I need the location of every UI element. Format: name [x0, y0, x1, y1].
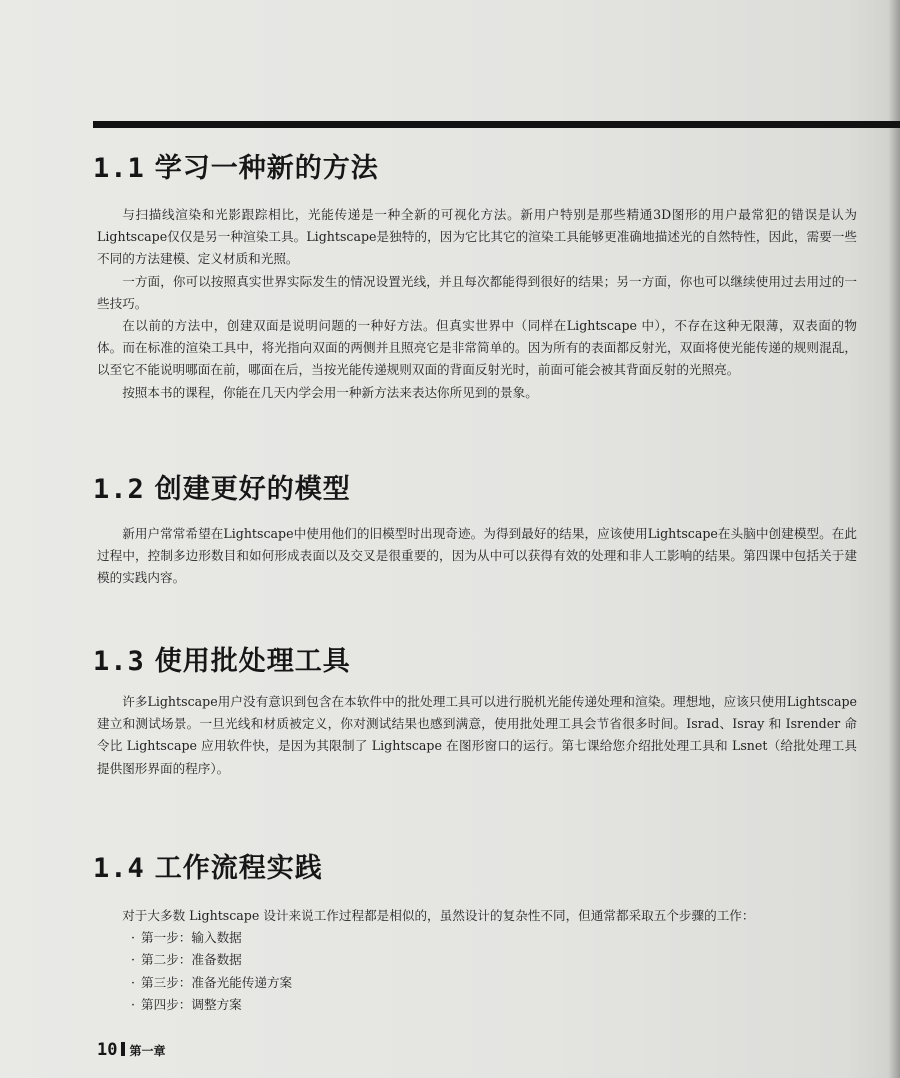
section-number: 1.4 — [93, 853, 145, 884]
paragraph: 在以前的方法中，创建双面是说明问题的一种好方法。但真实世界中（同样在Lightscape 中），不存在这种无限薄，双表面的物体。而在标准的渲染工具中，将光指向双面的两侧并且照亮它是非常简单的。因为所有的表面都反射光，双面将使光能传递的规则混乱，以至它不能说明哪面在前，哪面在后，当按光能传递规则双面的背面反射光时，前面可能会被其背面反射的光照亮。 — [97, 318, 857, 378]
section-title: 使用批处理工具 — [154, 646, 351, 677]
list-item: · 第二步：准备数据 — [131, 949, 857, 971]
top-rule — [93, 121, 900, 128]
section-body-1-4 — [97, 905, 857, 1016]
paragraph: 一方面，你可以按照真实世界实际发生的情况设置光线，并且每次都能得到很好的结果；另一方面，你也可以继续使用过去用过的一些技巧。 — [97, 273, 857, 311]
section-body-1-3 — [97, 691, 857, 780]
paragraph: 按照本书的课程，你能在几天内学会用一种新方法来表达你所见到的景象。 — [122, 384, 538, 400]
section-number: 1.1 — [93, 153, 145, 184]
section-heading-1-4 — [93, 846, 323, 885]
list-item: · 第三步：准备光能传递方案 — [131, 972, 857, 994]
page-footer — [97, 1040, 166, 1060]
paragraph: 新用户常常希望在Lightscape中使用他们的旧模型时出现奇迹。为得到最好的结果，应该使用Lightscape在头脑中创建模型。在此过程中，控制多边形数目和如何形成表面以及交叉是很重要的，因为从中可以获得有效的处理和非人工影响的结果。第四课中包括关于建模的实践内容。 — [97, 526, 857, 586]
section-body-1-1 — [97, 204, 857, 404]
list-item: · 第四步：调整方案 — [131, 994, 857, 1016]
page-number: 10 — [97, 1040, 118, 1060]
section-heading-1-3 — [93, 639, 351, 678]
section-number: 1.3 — [93, 646, 145, 677]
footer-separator — [121, 1042, 125, 1056]
section-heading-1-1 — [93, 146, 379, 185]
page-edge-shadow — [888, 0, 900, 1078]
section-title: 工作流程实践 — [154, 853, 323, 884]
section-heading-1-2 — [93, 467, 351, 506]
chapter-label: 第一章 — [129, 1044, 166, 1058]
paragraph: 与扫描线渲染和光影跟踪相比，光能传递是一种全新的可视化方法。新用户特别是那些精通3D图形的用户最常犯的错误是认为Lightscape仅仅是另一种渲染工具。Lightscape是独特的，因为它比其它的渲染工具能够更准确地描述光的自然特性，因此，需要一些不同的方法建模、定义材质和光照。 — [97, 207, 857, 267]
section-title: 创建更好的模型 — [154, 474, 351, 505]
paragraph: 对于大多数 Lightscape 设计来说工作过程都是相似的，虽然设计的复杂性不同，但通常都采取五个步骤的工作： — [122, 908, 755, 923]
section-body-1-2 — [97, 523, 857, 590]
section-title: 学习一种新的方法 — [154, 153, 379, 184]
paragraph: 许多Lightscape用户没有意识到包含在本软件中的批处理工具可以进行脱机光能传递处理和渲染。理想地，应该只使用Lightscape建立和测试场景。一旦光线和材质被定义，你对测试结果也感到满意，使用批处理工具会节省很多时间。Israd、Isray 和 Isrender 命令比 Lightscape 应用软件快，是因为其限制了 Lightscape 在图形窗口的运行。第七课给您介绍批处理工具和 Lsnet（给批处理工具提供图形界面的程序）。 — [97, 694, 857, 776]
section-number: 1.2 — [93, 474, 145, 505]
workflow-steps-list — [97, 927, 857, 1016]
list-item: · 第一步：输入数据 — [131, 927, 857, 949]
